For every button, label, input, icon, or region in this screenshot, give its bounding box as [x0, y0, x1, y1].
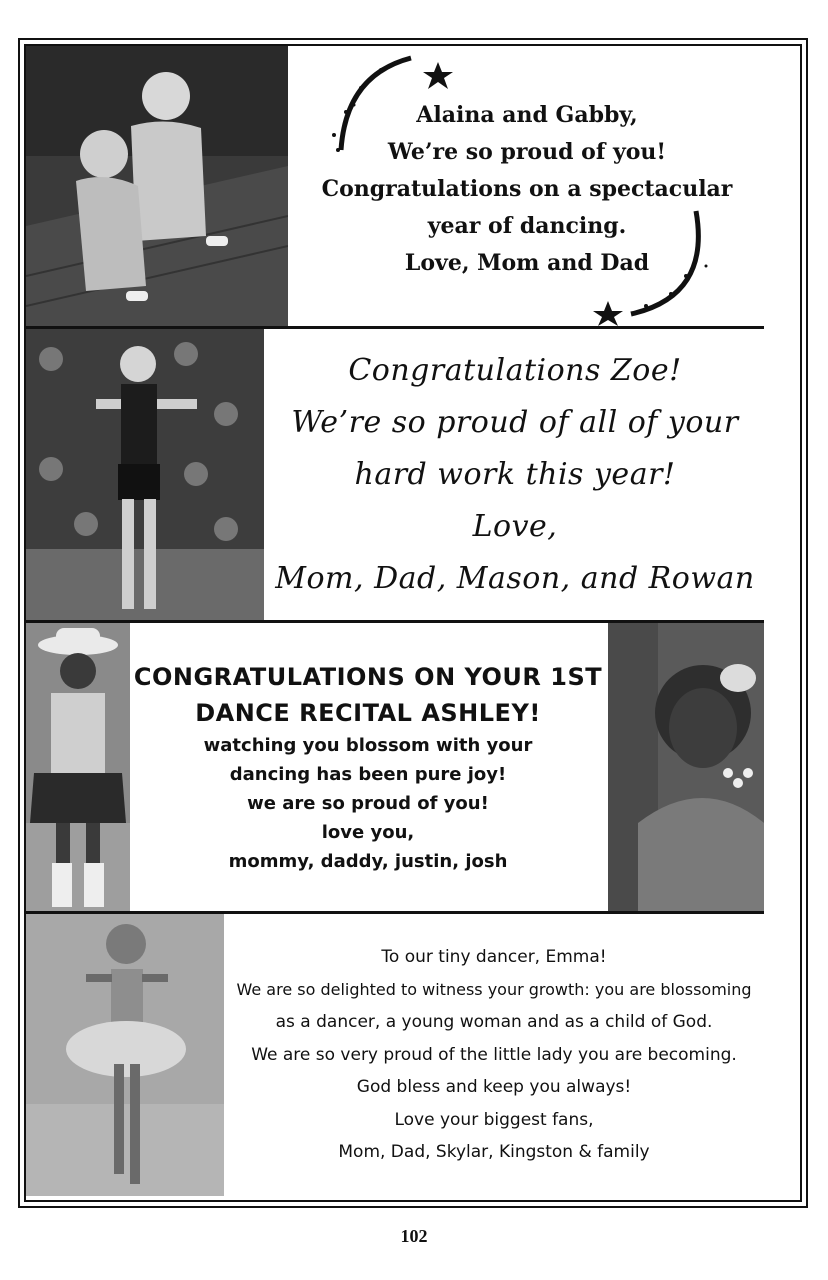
- message-line: We’re so proud of you!: [387, 138, 667, 165]
- message-line: We’re so proud of all of your: [291, 404, 739, 440]
- ad-alaina-gabby: [26, 46, 764, 326]
- photo-two-girls: [26, 46, 288, 326]
- message-line: Mom, Dad, Skylar, Kingston & family: [338, 1142, 650, 1163]
- photo-zoe-dancer: [26, 329, 264, 620]
- message-line: We are so very proud of the little lady you are becoming.: [251, 1044, 737, 1065]
- message-line: Alaina and Gabby,: [416, 101, 638, 128]
- message-line: Love your biggest fans,: [394, 1109, 594, 1130]
- photo-emma-tutu: [26, 914, 224, 1196]
- ad-emma: [26, 914, 764, 1196]
- message-line: Mom, Dad, Mason, and Rowan: [275, 560, 755, 596]
- message-heading: CONGRATULATIONS ON YOUR 1ST: [133, 662, 603, 691]
- message-heading: DANCE RECITAL ASHLEY!: [195, 698, 541, 727]
- message-line: God bless and keep you always!: [356, 1077, 632, 1098]
- message-line: as a dancer, a young woman and as a child of God.: [275, 1012, 713, 1033]
- message-line: dancing has been pure joy!: [229, 763, 507, 785]
- shooting-star-decoration: [586, 206, 716, 326]
- ad-3-message: [130, 623, 606, 911]
- message-line: Congratulations Zoe!: [348, 352, 682, 388]
- photo-ashley-cowgirl: [26, 623, 130, 911]
- photo-ashley-portrait: [608, 623, 764, 911]
- message-line: watching you blossom with your: [203, 734, 533, 756]
- message-line: Love,: [472, 508, 558, 544]
- message-line: year of dancing.: [427, 212, 627, 239]
- ad-4-message: [224, 914, 764, 1196]
- page-number: 102: [400, 1226, 428, 1246]
- shooting-star-decoration: [326, 50, 456, 160]
- message-line: We are so delighted to witness your growth: you are blossoming: [236, 979, 752, 999]
- message-line: mommy, daddy, justin, josh: [228, 850, 508, 872]
- ad-ashley: [26, 623, 764, 911]
- ad-2-message: [266, 329, 764, 620]
- ad-zoe: [26, 329, 764, 620]
- message-line: love you,: [321, 821, 415, 843]
- message-line: we are so proud of you!: [247, 792, 489, 814]
- message-line: hard work this year!: [354, 456, 676, 492]
- message-line: To our tiny dancer, Emma!: [381, 947, 607, 968]
- message-line: Congratulations on a spectacular: [321, 175, 733, 202]
- message-line: Love, Mom and Dad: [404, 249, 650, 276]
